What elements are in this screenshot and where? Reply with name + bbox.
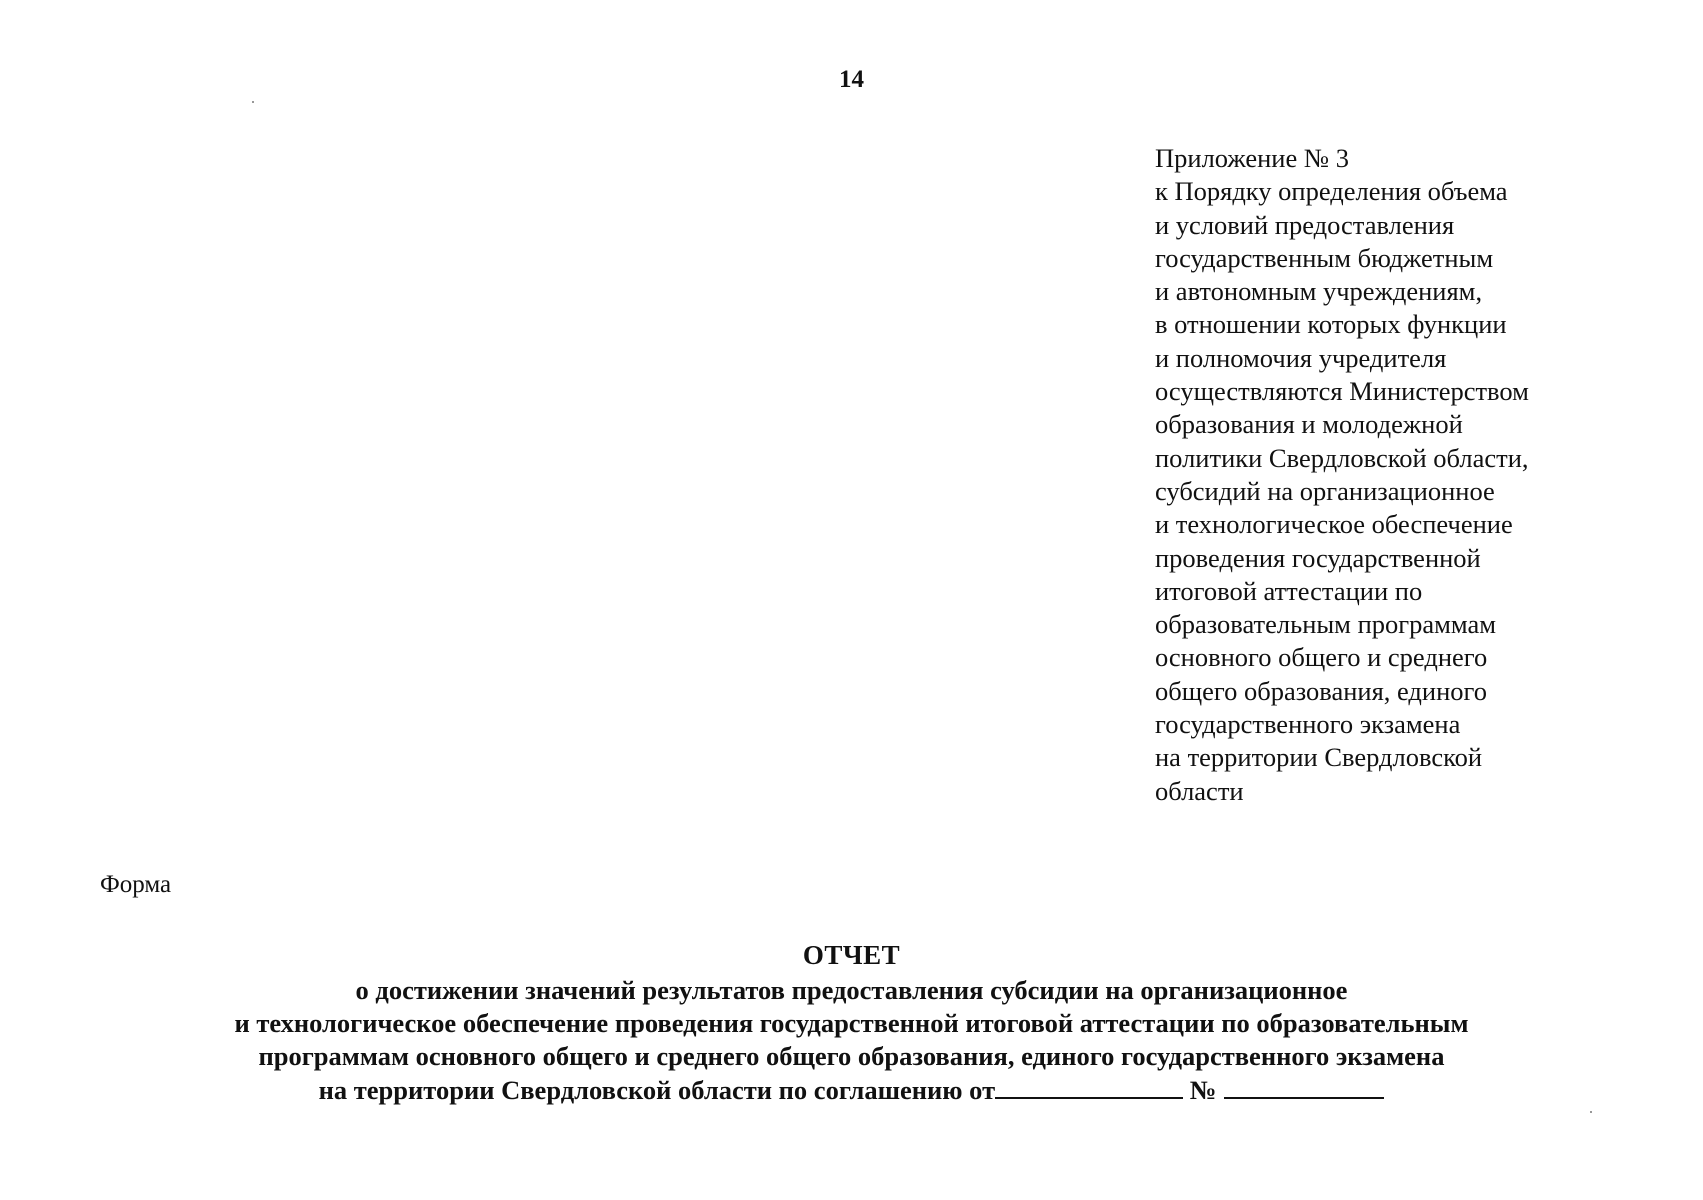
appendix-line: политики Свердловской области,	[1155, 442, 1529, 473]
agreement-number-blank[interactable]	[1224, 1073, 1384, 1099]
appendix-line: и полномочия учредителя	[1155, 342, 1447, 373]
appendix-line: и технологическое обеспечение	[1155, 509, 1513, 540]
report-heading	[0, 974, 1703, 1107]
appendix-line: Приложение № 3	[1155, 143, 1350, 173]
appendix-line: основного общего и среднего	[1155, 642, 1488, 673]
report-heading-line: и технологическое обеспечение проведения государственной итоговой аттестации по образовательным	[234, 1008, 1469, 1038]
appendix-block	[1155, 142, 1675, 808]
scan-speck	[1590, 1111, 1592, 1113]
appendix-line: области	[1155, 775, 1244, 806]
report-heading-line: о достижении значений результатов предоставления субсидии на организационное	[355, 975, 1348, 1005]
appendix-line: образования и молодежной	[1155, 409, 1463, 440]
agreement-text: на территории Свердловской области по соглашению от	[318, 1075, 996, 1105]
appendix-line: и автономным учреждениям,	[1155, 276, 1483, 307]
page-number: 14	[839, 66, 864, 93]
appendix-line: осуществляются Министерством	[1155, 376, 1529, 407]
report-heading-line: программам основного общего и среднего общего образования, единого государственного экзамена	[258, 1041, 1445, 1071]
appendix-line: итоговой аттестации по	[1155, 575, 1423, 606]
appendix-line: государственного экзамена	[1155, 709, 1461, 740]
appendix-line: образовательным программам	[1155, 609, 1497, 640]
appendix-line: государственным бюджетным	[1155, 242, 1494, 273]
appendix-line: в отношении которых функции	[1155, 309, 1507, 340]
scan-speck	[252, 101, 254, 103]
appendix-line: к Порядку определения объема	[1155, 176, 1508, 207]
report-heading-last-line	[0, 1073, 1703, 1107]
appendix-line: на территории Свердловской	[1155, 742, 1483, 773]
report-title: ОТЧЕТ	[802, 940, 901, 970]
number-sign: №	[1189, 1075, 1217, 1105]
form-label: Форма	[100, 871, 172, 898]
agreement-date-blank[interactable]	[995, 1073, 1183, 1099]
appendix-line: субсидий на организационное	[1155, 475, 1495, 506]
appendix-line: и условий предоставления	[1155, 209, 1455, 240]
appendix-line: проведения государственной	[1155, 542, 1481, 573]
appendix-line: общего образования, единого	[1155, 675, 1487, 706]
